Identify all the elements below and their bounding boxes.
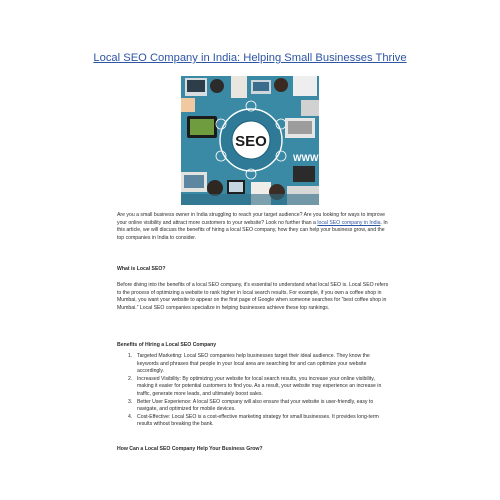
list-number: 2. — [128, 375, 133, 382]
list-text: Better User Experience: A local SEO company will also ensure that your website is user-friendly, easy to navigate, and optimized for mobile devices. — [137, 398, 374, 413]
list-number: 1. — [128, 353, 133, 359]
what-is-local-seo-body: Before diving into the benefits of a local SEO company, it's essential to understand what local SEO is. Local SEO refers to the process of optimizing a website to rank higher in local search results. For example, if you own a coffee shop in Mumbai, you want your website to appear on the first page of Google when someone searches for “best coffee shop in Mumbai.” Local SEO companies specialize in helping businesses achieve these top rankings. — [117, 282, 389, 311]
list-number: 4. — [128, 413, 133, 420]
list-number: 3. — [128, 398, 133, 405]
www-text: WWW — [293, 153, 319, 163]
intro-text-1: Are you a small business owner in India struggling to reach your target audience? Are you looking for ways to improve your online visibility and attract more customers to your website? Look no further than a — [117, 212, 386, 226]
list-item — [117, 376, 392, 399]
list-item — [117, 399, 392, 414]
list-text: Targeted Marketing: Local SEO companies help businesses target their ideal audience. They know the keywords and phrases that people in your local area are searching for and can optimize your website accordingly. — [137, 353, 370, 375]
what-is-local-seo-heading: What is Local SEO? — [117, 266, 166, 272]
seo-logo-text: SEO — [235, 133, 267, 150]
list-item — [117, 414, 392, 429]
intro-paragraph — [117, 212, 392, 242]
list-text: Increased Visibility: By optimizing your website for local search results, you increase your online visibility, making it easier for potential customers to find you. As a result, your website may experience an increase in traffic, generate more leads, and ultimately boost sales. — [137, 375, 382, 397]
seo-illustration — [181, 76, 319, 205]
list-text: Cost-Effective: Local SEO is a cost-effective marketing strategy for small businesses. It provides long-term results without breaking the bank. — [137, 413, 379, 428]
hero-image — [181, 76, 319, 205]
local-seo-link[interactable]: local SEO company in India — [317, 219, 381, 226]
list-item — [117, 353, 392, 376]
benefits-heading: Benefits of Hiring a Local SEO Company — [117, 342, 217, 348]
intro-text-2: . In this article, we will discuss the benefits of hiring a local SEO company, how they can help your business grow, and the top companies in India to consider. — [117, 219, 388, 241]
document-title[interactable]: Local SEO Company in India: Helping Small Businesses Thrive — [93, 52, 407, 64]
how-can-help-heading: How Can a Local SEO Company Help Your Business Grow? — [117, 446, 263, 452]
benefits-list — [117, 353, 392, 429]
